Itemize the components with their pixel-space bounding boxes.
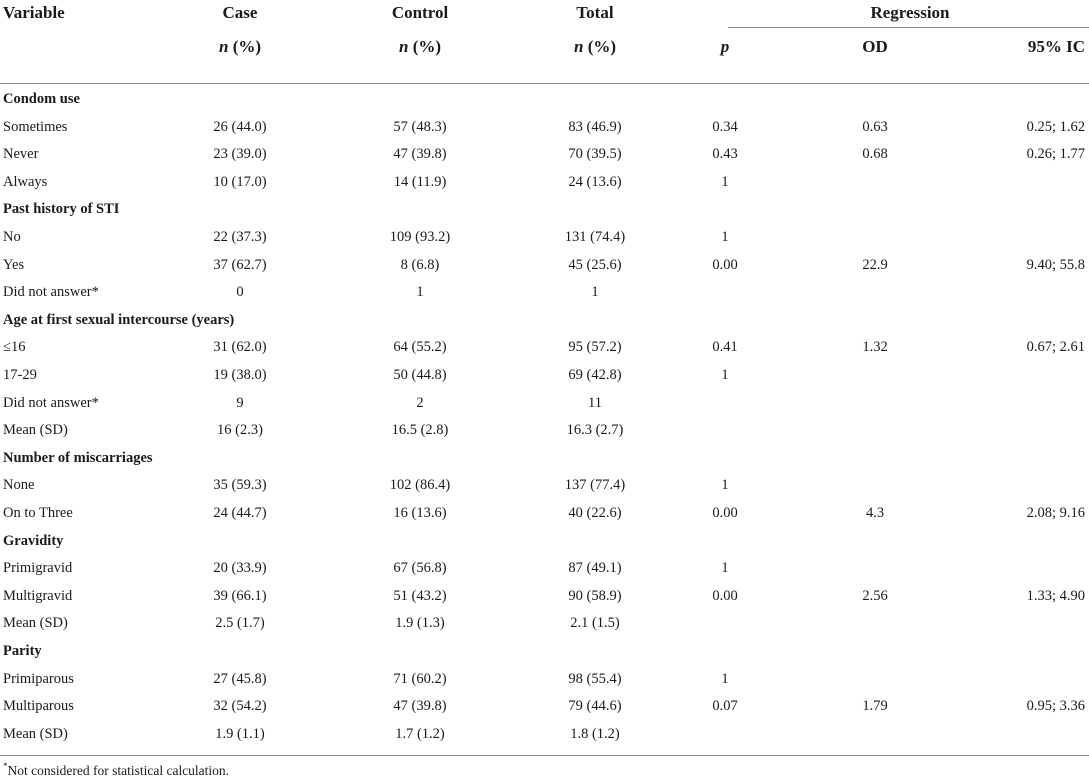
cell-od: 2.56: [862, 587, 888, 604]
cell-control: 1: [416, 284, 424, 301]
table-row: [0, 168, 1089, 196]
table-row: [0, 389, 1089, 417]
table-row: [0, 665, 1089, 693]
cell-label: Yes: [3, 256, 25, 273]
cell-case: 32 (54.2): [213, 698, 267, 715]
cell-control: 8 (6.8): [400, 256, 440, 273]
cell-label: None: [3, 477, 35, 494]
cell-p: 1: [721, 560, 729, 577]
header-total-n: [495, 33, 695, 61]
header-control-pct: (%): [408, 37, 442, 56]
cell-total: 95 (57.2): [568, 339, 622, 356]
cell-total: 40 (22.6): [568, 505, 622, 521]
cell-case: 31 (62.0): [213, 339, 267, 356]
cell-case: 16 (2.3): [217, 422, 263, 439]
cell-label: Did not answer*: [3, 284, 99, 301]
section-header-row: [0, 85, 1089, 113]
header-case-n: [140, 33, 340, 61]
cell-case: 35 (59.3): [213, 477, 267, 494]
cell-total: 83 (46.9): [568, 118, 622, 135]
cell-control: 50 (44.8): [393, 367, 447, 383]
cell-case: 23 (39.0): [213, 146, 267, 163]
cell-ic: 0.25; 1.62: [1026, 118, 1085, 135]
cell-case: 9: [236, 394, 244, 411]
cell-p: 1: [721, 367, 729, 383]
cell-p: 1: [721, 670, 729, 687]
cell-control: 1.9 (1.3): [395, 615, 445, 632]
table-row: [0, 140, 1089, 168]
cell-label: Age at first sexual intercourse (years): [3, 311, 235, 328]
table-row: [0, 251, 1089, 279]
cell-p: 1: [721, 477, 729, 494]
header-row-1: [0, 0, 1089, 28]
cell-control: 67 (56.8): [393, 560, 447, 577]
footnote-mark: *: [3, 761, 8, 771]
cell-label: 17-29: [3, 367, 37, 383]
cell-total: 2.1 (1.5): [570, 615, 620, 632]
cell-p: 0.00: [712, 587, 738, 604]
table-row: [0, 471, 1089, 499]
table-row: [0, 720, 1089, 748]
table-row: [0, 582, 1089, 610]
header-p: p: [720, 37, 730, 56]
cell-label: Gravidity: [3, 532, 64, 549]
header-case-pct: (%): [228, 37, 262, 56]
cell-label: Multiparous: [3, 698, 74, 715]
cell-ic: 9.40; 55.8: [1026, 256, 1085, 273]
footnote-text: Not considered for statistical calculation.: [7, 763, 230, 778]
cell-control: 16.5 (2.8): [391, 422, 449, 439]
cell-p: 1: [721, 173, 729, 190]
table-row: [0, 333, 1089, 361]
cell-control: 47 (39.8): [393, 698, 447, 715]
cell-p: 1: [721, 229, 729, 245]
cell-total: 70 (39.5): [568, 146, 622, 163]
cell-ic: 0.95; 3.36: [1026, 698, 1085, 715]
header-case-n-italic: n: [218, 37, 229, 56]
cell-total: 87 (49.1): [568, 560, 622, 577]
cell-ic: 1.33; 4.90: [1026, 587, 1085, 604]
cell-total: 98 (55.4): [568, 670, 622, 687]
table-row: [0, 416, 1089, 444]
cell-od: 0.68: [862, 146, 888, 163]
cell-od: 1.79: [862, 698, 888, 715]
cell-label: Number of miscarriages: [3, 449, 153, 466]
cell-control: 1.7 (1.2): [395, 725, 445, 742]
header-control-n: [320, 33, 520, 61]
header-bottom-rule: [0, 83, 1089, 84]
cell-total: 1: [591, 284, 599, 301]
cell-p: 0.00: [712, 256, 738, 273]
cell-control: 47 (39.8): [393, 146, 447, 163]
cell-label: Mean (SD): [3, 422, 68, 439]
table-row: [0, 361, 1089, 389]
cell-od: 0.63: [862, 118, 888, 135]
cell-label: Condom use: [3, 91, 80, 107]
table-row: [0, 499, 1089, 527]
cell-case: 10 (17.0): [213, 173, 267, 190]
cell-label: Parity: [3, 643, 42, 659]
cell-od: 22.9: [862, 256, 888, 273]
section-header-row: [0, 444, 1089, 472]
cell-p: 0.07: [712, 698, 738, 715]
cell-control: 51 (43.2): [393, 587, 447, 604]
header-total-pct: (%): [583, 37, 617, 56]
section-header-row: [0, 527, 1089, 555]
table-row: [0, 609, 1089, 637]
cell-total: 16.3 (2.7): [566, 422, 624, 439]
section-header-row: [0, 637, 1089, 665]
header-row-2: [0, 33, 1089, 61]
header-control-n-italic: n: [398, 37, 409, 56]
cell-control: 64 (55.2): [393, 339, 447, 356]
cell-label: Sometimes: [3, 118, 68, 135]
cell-label: Never: [3, 146, 39, 163]
regression-underline: [728, 27, 1089, 28]
cell-label: Mean (SD): [3, 725, 68, 742]
cell-case: 19 (38.0): [213, 367, 267, 383]
cell-total: 11: [588, 394, 602, 411]
table-row: [0, 692, 1089, 720]
cell-case: 22 (37.3): [213, 229, 267, 245]
cell-od: 1.32: [862, 339, 888, 356]
cell-p: 0.34: [712, 118, 738, 135]
cell-case: 39 (66.1): [213, 587, 267, 604]
section-header-row: [0, 306, 1089, 334]
cell-case: 2.5 (1.7): [215, 615, 265, 632]
cell-total: 131 (74.4): [564, 229, 626, 245]
header-od: OD: [862, 37, 888, 56]
cell-label: Past history of STI: [3, 201, 120, 218]
cell-label: No: [3, 229, 21, 245]
cell-control: 109 (93.2): [389, 229, 451, 245]
header-regression: Regression: [870, 3, 950, 22]
cell-case: 26 (44.0): [213, 118, 267, 135]
cell-total: 1.8 (1.2): [570, 725, 620, 742]
header-control: Control: [391, 3, 449, 22]
cell-total: 24 (13.6): [568, 173, 622, 190]
header-variable: Variable: [3, 3, 65, 22]
cell-total: 45 (25.6): [568, 256, 622, 273]
cell-control: 16 (13.6): [393, 505, 447, 521]
cell-label: Primigravid: [3, 560, 73, 577]
cell-od: 4.3: [865, 505, 885, 521]
table-row: [0, 278, 1089, 306]
header-total-n-italic: n: [573, 37, 584, 56]
cell-case: 27 (45.8): [213, 670, 267, 687]
cell-label: Always: [3, 173, 48, 190]
cell-label: On to Three: [3, 505, 73, 521]
header-total: Total: [576, 3, 614, 22]
cell-label: Did not answer*: [3, 394, 99, 411]
table-row: [0, 554, 1089, 582]
cell-total: 137 (77.4): [564, 477, 626, 494]
cell-label: Mean (SD): [3, 615, 68, 632]
cell-case: 24 (44.7): [213, 505, 267, 521]
cell-case: 0: [236, 284, 244, 301]
cell-control: 2: [416, 394, 424, 411]
cell-total: 90 (58.9): [568, 587, 622, 604]
cell-total: 69 (42.8): [568, 367, 622, 383]
cell-case: 20 (33.9): [213, 560, 267, 577]
table-bottom-rule: [0, 755, 1089, 756]
header-ic: 95% IC: [1027, 37, 1085, 56]
cell-control: 71 (60.2): [393, 670, 447, 687]
cell-label: Primiparous: [3, 670, 74, 687]
cell-control: 102 (86.4): [389, 477, 451, 494]
cell-case: 1.9 (1.1): [215, 725, 265, 742]
table-row: [0, 223, 1089, 251]
cell-case: 37 (62.7): [213, 256, 267, 273]
header-case: Case: [222, 3, 258, 22]
section-header-row: [0, 195, 1089, 223]
cell-label: ≤16: [3, 339, 26, 356]
cell-p: 0.00: [712, 505, 738, 521]
table-row: [0, 113, 1089, 141]
cell-control: 57 (48.3): [393, 118, 447, 135]
cell-p: 0.43: [712, 146, 738, 163]
footnote: [3, 763, 229, 779]
cell-control: 14 (11.9): [393, 173, 447, 190]
cell-total: 79 (44.6): [568, 698, 622, 715]
cell-ic: 2.08; 9.16: [1026, 505, 1085, 521]
cell-ic: 0.67; 2.61: [1026, 339, 1085, 356]
cell-p: 0.41: [712, 339, 738, 356]
cell-ic: 0.26; 1.77: [1026, 146, 1085, 163]
cell-label: Multigravid: [3, 587, 73, 604]
